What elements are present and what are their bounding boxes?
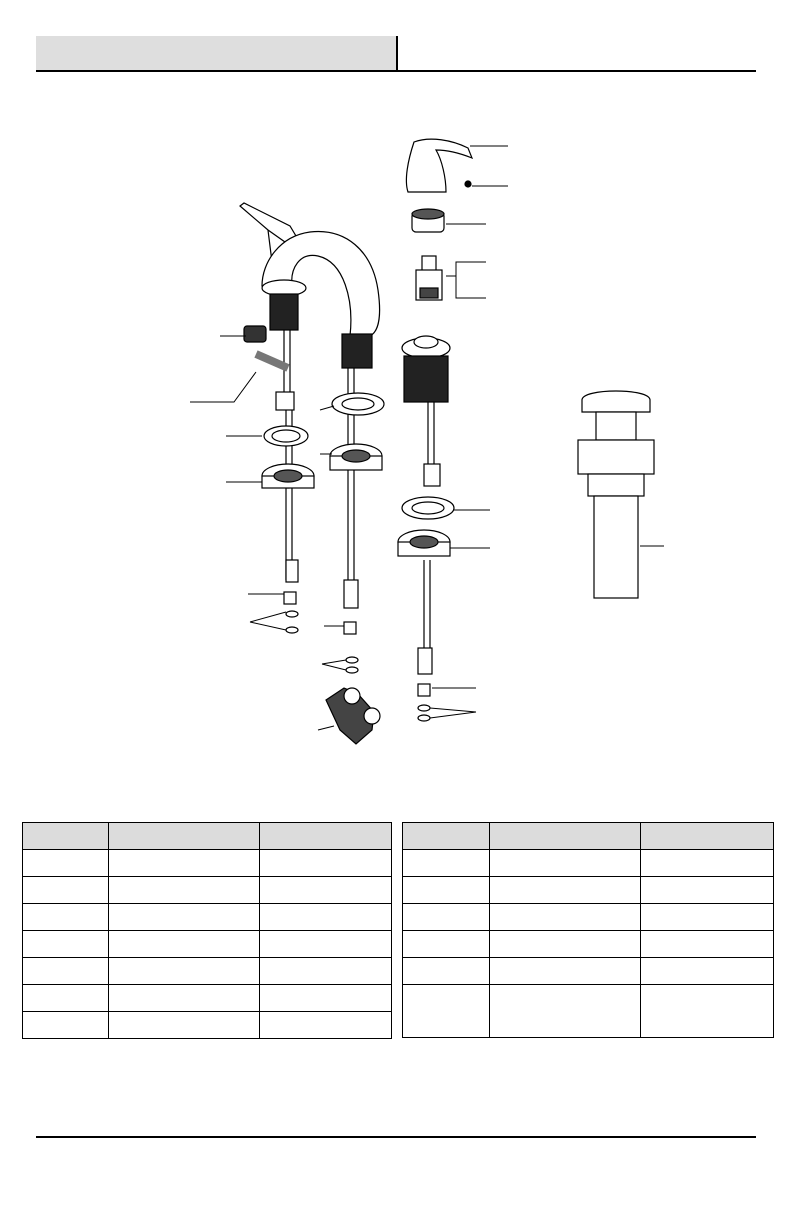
callout-lines xyxy=(190,146,664,730)
table-cell xyxy=(403,877,490,904)
table-header-row xyxy=(403,823,774,850)
table-cell xyxy=(23,958,109,985)
table-cell xyxy=(109,985,260,1012)
table-row xyxy=(23,985,392,1012)
table-row xyxy=(23,877,392,904)
table-cell xyxy=(403,904,490,931)
table-cell xyxy=(109,931,260,958)
table-row xyxy=(23,1012,392,1039)
table-cell xyxy=(641,850,774,877)
left-mounting-nut-icon xyxy=(262,464,314,488)
table-row xyxy=(403,985,774,1038)
table-cell xyxy=(23,850,109,877)
table-cell xyxy=(641,931,774,958)
footer-rule xyxy=(36,1136,756,1138)
table-cell xyxy=(403,931,490,958)
left-o-ring-icon xyxy=(286,611,298,617)
column-header xyxy=(109,823,260,850)
table-row xyxy=(23,850,392,877)
table-cell xyxy=(403,958,490,985)
cartridge-icon xyxy=(416,256,442,300)
table-cell xyxy=(260,958,392,985)
column-header xyxy=(641,823,774,850)
table-row xyxy=(403,850,774,877)
parts-table-left xyxy=(22,822,392,1039)
table-cell xyxy=(23,904,109,931)
table-cell xyxy=(490,877,641,904)
table-row xyxy=(23,931,392,958)
table-cell xyxy=(641,904,774,931)
table-cell xyxy=(109,850,260,877)
right-mounting-nut-icon xyxy=(398,530,450,556)
table-cell xyxy=(109,958,260,985)
spout-icon xyxy=(262,232,380,368)
aerator-icon xyxy=(244,326,266,342)
table-cell xyxy=(403,985,490,1038)
bonnet-nut-icon xyxy=(412,209,444,232)
table-cell xyxy=(23,985,109,1012)
table-cell xyxy=(260,877,392,904)
right-clip-icon xyxy=(418,684,430,696)
table-row xyxy=(403,904,774,931)
column-header xyxy=(403,823,490,850)
table-cell xyxy=(23,931,109,958)
table-cell xyxy=(260,904,392,931)
table-cell xyxy=(490,904,641,931)
table-cell xyxy=(490,958,641,985)
table-cell xyxy=(641,958,774,985)
popup-rod-icon xyxy=(256,354,288,368)
table-header-row xyxy=(23,823,392,850)
middle-mounting-nut-icon xyxy=(330,444,382,470)
table-cell xyxy=(109,1012,260,1039)
column-header xyxy=(260,823,392,850)
table-cell xyxy=(260,850,392,877)
table-cell xyxy=(260,985,392,1012)
parts-table-right xyxy=(402,822,774,1038)
table-cell xyxy=(23,877,109,904)
table-cell xyxy=(490,985,641,1038)
table-cell xyxy=(109,904,260,931)
table-cell xyxy=(109,877,260,904)
table-row xyxy=(23,904,392,931)
right-o-ring-icon xyxy=(418,705,430,711)
right-handle-icon xyxy=(406,139,472,192)
table-cell xyxy=(23,1012,109,1039)
left-clip-icon xyxy=(284,592,296,604)
middle-o-ring-icon xyxy=(346,657,358,663)
middle-clip-icon xyxy=(344,622,356,634)
table-cell xyxy=(490,931,641,958)
table-row xyxy=(403,958,774,985)
tee-connector-icon xyxy=(326,688,380,744)
column-header xyxy=(23,823,109,850)
table-cell xyxy=(490,850,641,877)
table-cell xyxy=(260,1012,392,1039)
table-cell xyxy=(403,850,490,877)
table-cell xyxy=(260,931,392,958)
column-header xyxy=(490,823,641,850)
table-cell xyxy=(641,985,774,1038)
table-row xyxy=(23,958,392,985)
table-row xyxy=(403,931,774,958)
table-cell xyxy=(641,877,774,904)
popup-drain-icon xyxy=(578,391,654,598)
table-row xyxy=(403,877,774,904)
